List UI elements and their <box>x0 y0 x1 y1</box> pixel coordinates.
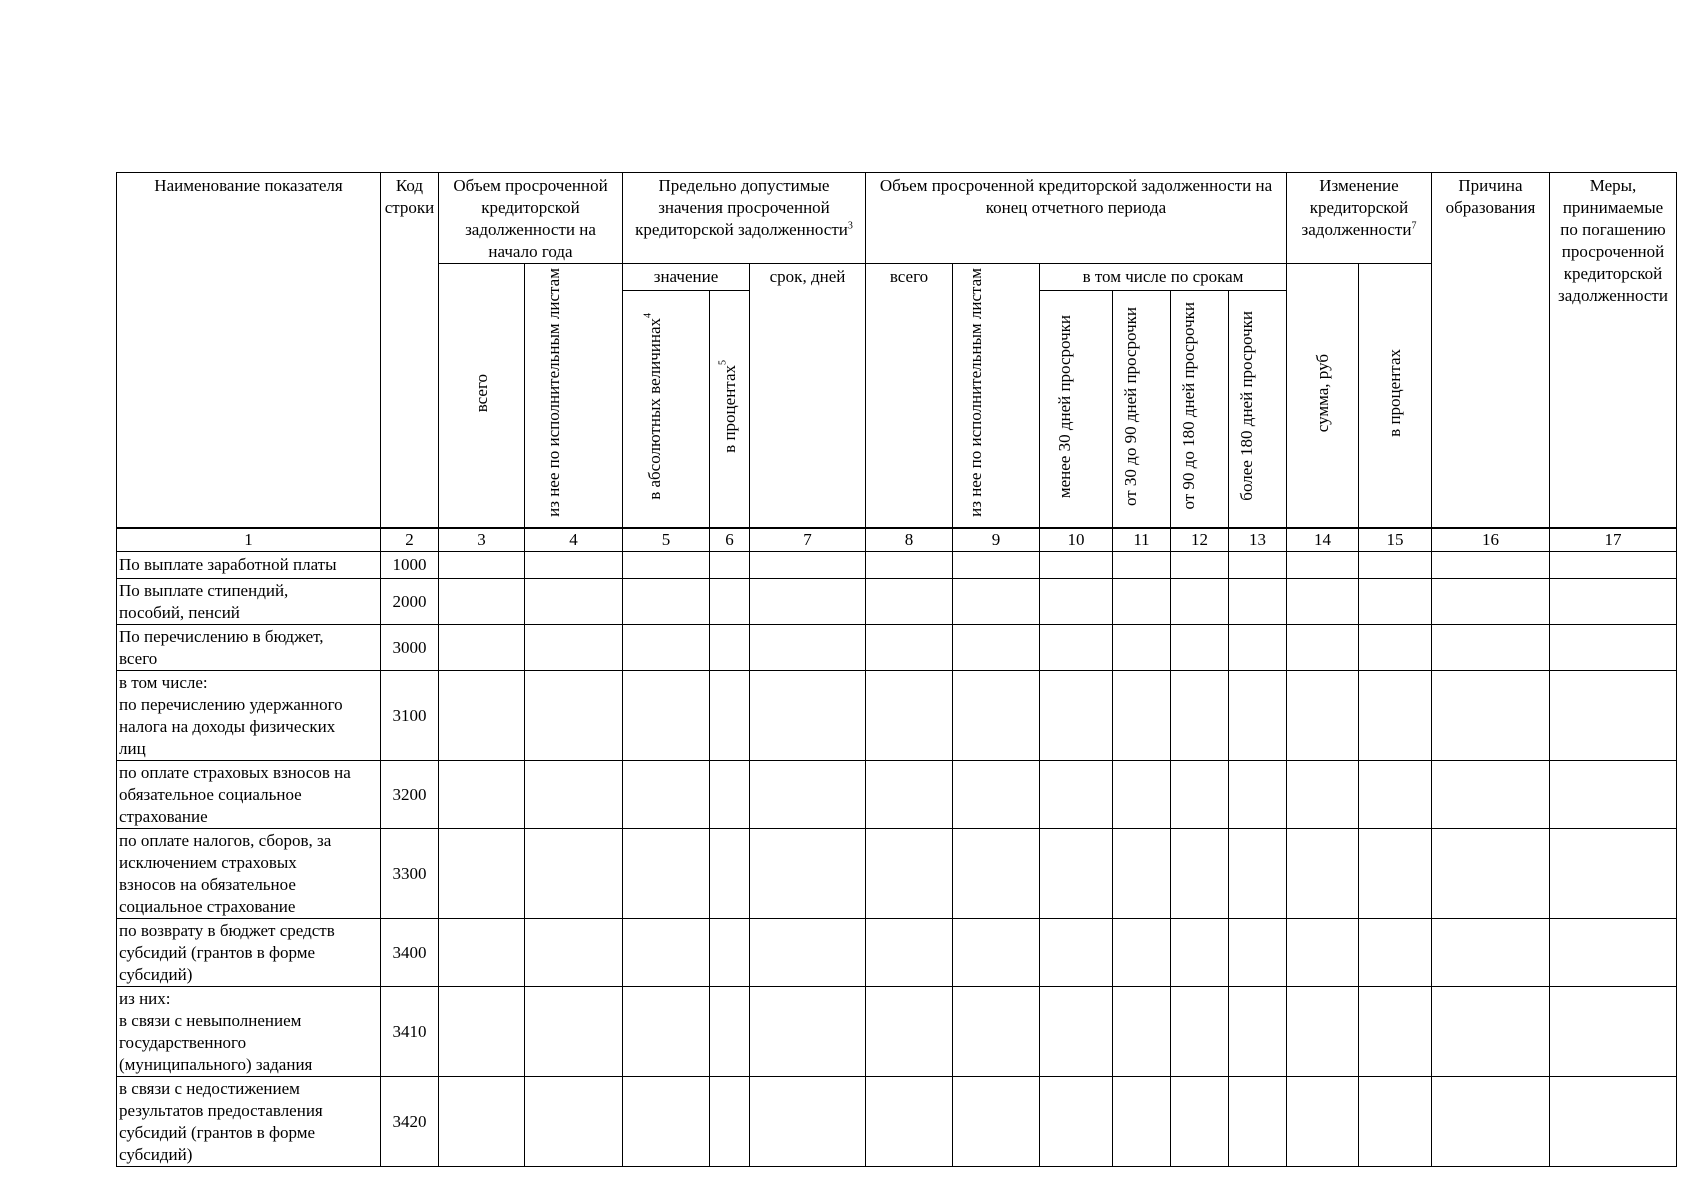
header-end-exec-text: из нее по исполнительным листам <box>966 268 985 518</box>
input-cell-col-9[interactable] <box>953 625 1040 671</box>
input-cell-col-16[interactable] <box>1432 625 1550 671</box>
header-limit-abs-label: в абсолютных величинах <box>645 317 664 500</box>
input-cell-col-9[interactable] <box>953 579 1040 625</box>
input-cell-col-17[interactable] <box>1550 987 1677 1077</box>
input-cell-col-4[interactable] <box>525 919 623 987</box>
input-cell-col-8[interactable] <box>866 625 953 671</box>
column-number: 12 <box>1171 528 1229 552</box>
input-cell-col-16[interactable] <box>1432 552 1550 579</box>
input-cell-col-11[interactable] <box>1113 829 1171 919</box>
input-cell-col-7[interactable] <box>750 761 866 829</box>
column-number: 8 <box>866 528 953 552</box>
header-term-3 <box>1171 291 1229 529</box>
overdue-payables-table <box>116 172 1677 1167</box>
input-cell-col-7[interactable] <box>750 579 866 625</box>
input-cell-col-13[interactable] <box>1229 579 1287 625</box>
header-term-3-text: от 90 до 180 дней просрочки <box>1178 302 1198 510</box>
input-cell-col-3[interactable] <box>439 552 525 579</box>
header-begin-total-text: всего <box>471 373 491 412</box>
input-cell-col-9[interactable] <box>953 1077 1040 1167</box>
table-row <box>117 829 1677 919</box>
column-number: 4 <box>525 528 623 552</box>
input-cell-col-17[interactable] <box>1550 671 1677 761</box>
table-row <box>117 919 1677 987</box>
header-term-4 <box>1229 291 1287 529</box>
row-name: по оплате налогов, сборов, за исключением страховых взносов на обязательное социальное страхование <box>117 829 381 919</box>
header-limit-pct <box>710 291 750 529</box>
input-cell-col-4[interactable] <box>525 761 623 829</box>
input-cell-col-3[interactable] <box>439 829 525 919</box>
input-cell-col-15[interactable] <box>1359 552 1432 579</box>
input-cell-col-12[interactable] <box>1171 625 1229 671</box>
input-cell-col-14[interactable] <box>1287 625 1359 671</box>
input-cell-col-17[interactable] <box>1550 625 1677 671</box>
header-row-1 <box>117 173 1677 264</box>
input-cell-col-7[interactable] <box>750 625 866 671</box>
input-cell-col-6[interactable] <box>710 625 750 671</box>
header-end-exec <box>953 264 1040 528</box>
input-cell-col-11[interactable] <box>1113 987 1171 1077</box>
row-code: 3000 <box>381 625 439 671</box>
input-cell-col-10[interactable] <box>1040 579 1113 625</box>
input-cell-col-13[interactable] <box>1229 987 1287 1077</box>
column-number: 5 <box>623 528 710 552</box>
input-cell-col-14[interactable] <box>1287 552 1359 579</box>
input-cell-col-6[interactable] <box>710 761 750 829</box>
column-number: 11 <box>1113 528 1171 552</box>
input-cell-col-4[interactable] <box>525 987 623 1077</box>
input-cell-col-11[interactable] <box>1113 919 1171 987</box>
column-number: 17 <box>1550 528 1677 552</box>
header-limit-pct-label: в процентах <box>719 364 739 453</box>
input-cell-col-5[interactable] <box>623 625 710 671</box>
input-cell-col-3[interactable] <box>439 987 525 1077</box>
input-cell-col-6[interactable] <box>710 552 750 579</box>
input-cell-col-10[interactable] <box>1040 671 1113 761</box>
input-cell-col-13[interactable] <box>1229 761 1287 829</box>
input-cell-col-8[interactable] <box>866 987 953 1077</box>
header-end-total: всего <box>866 264 953 528</box>
input-cell-col-9[interactable] <box>953 829 1040 919</box>
input-cell-col-9[interactable] <box>953 671 1040 761</box>
column-number: 16 <box>1432 528 1550 552</box>
input-cell-col-14[interactable] <box>1287 1077 1359 1167</box>
input-cell-col-3[interactable] <box>439 919 525 987</box>
input-cell-col-17[interactable] <box>1550 552 1677 579</box>
input-cell-col-16[interactable] <box>1432 671 1550 761</box>
header-limit-group-text: Предельно допустимые значения просроченной кредиторской задолженности <box>635 176 848 240</box>
row-code: 3300 <box>381 829 439 919</box>
input-cell-col-15[interactable] <box>1359 579 1432 625</box>
row-name: в том числе: по перечислению удержанного налога на доходы физических лиц <box>117 671 381 761</box>
report-form <box>116 172 1677 1167</box>
row-code: 3200 <box>381 761 439 829</box>
input-cell-col-7[interactable] <box>750 671 866 761</box>
input-cell-col-14[interactable] <box>1287 579 1359 625</box>
input-cell-col-10[interactable] <box>1040 987 1113 1077</box>
input-cell-col-9[interactable] <box>953 761 1040 829</box>
header-change-pct-text: в процентах <box>1385 348 1405 437</box>
input-cell-col-8[interactable] <box>866 761 953 829</box>
footnote-5: 5 <box>717 359 729 365</box>
input-cell-col-5[interactable] <box>623 1077 710 1167</box>
input-cell-col-17[interactable] <box>1550 579 1677 625</box>
input-cell-col-11[interactable] <box>1113 671 1171 761</box>
row-code: 2000 <box>381 579 439 625</box>
input-cell-col-11[interactable] <box>1113 552 1171 579</box>
input-cell-col-9[interactable] <box>953 919 1040 987</box>
input-cell-col-14[interactable] <box>1287 761 1359 829</box>
input-cell-col-15[interactable] <box>1359 1077 1432 1167</box>
row-name: по возврату в бюджет средств субсидий (грантов в форме субсидий) <box>117 919 381 987</box>
input-cell-col-6[interactable] <box>710 987 750 1077</box>
column-number: 15 <box>1359 528 1432 552</box>
input-cell-col-12[interactable] <box>1171 829 1229 919</box>
column-number: 3 <box>439 528 525 552</box>
input-cell-col-11[interactable] <box>1113 625 1171 671</box>
header-change-sum <box>1287 264 1359 528</box>
input-cell-col-9[interactable] <box>953 552 1040 579</box>
input-cell-col-15[interactable] <box>1359 761 1432 829</box>
input-cell-col-12[interactable] <box>1171 987 1229 1077</box>
header-limit-days: срок, дней <box>750 264 866 528</box>
input-cell-col-13[interactable] <box>1229 625 1287 671</box>
table-row <box>117 552 1677 579</box>
input-cell-col-14[interactable] <box>1287 671 1359 761</box>
input-cell-col-10[interactable] <box>1040 761 1113 829</box>
header-end-terms: в том числе по срокам <box>1040 264 1287 291</box>
input-cell-col-4[interactable] <box>525 625 623 671</box>
input-cell-col-17[interactable] <box>1550 919 1677 987</box>
input-cell-col-8[interactable] <box>866 919 953 987</box>
input-cell-col-13[interactable] <box>1229 671 1287 761</box>
input-cell-col-13[interactable] <box>1229 552 1287 579</box>
table-row <box>117 579 1677 625</box>
row-name: в связи с недостижением результатов предоставления субсидий (грантов в форме субсидий) <box>117 1077 381 1167</box>
input-cell-col-3[interactable] <box>439 1077 525 1167</box>
input-cell-col-14[interactable] <box>1287 919 1359 987</box>
input-cell-col-5[interactable] <box>623 829 710 919</box>
row-code: 1000 <box>381 552 439 579</box>
header-change-group <box>1287 173 1432 264</box>
header-limit-abs <box>623 291 710 529</box>
input-cell-col-4[interactable] <box>525 579 623 625</box>
row-name: По перечислению в бюджет, всего <box>117 625 381 671</box>
input-cell-col-10[interactable] <box>1040 919 1113 987</box>
header-code: Код строки <box>381 173 439 529</box>
input-cell-col-15[interactable] <box>1359 671 1432 761</box>
input-cell-col-17[interactable] <box>1550 1077 1677 1167</box>
table-row <box>117 987 1677 1077</box>
input-cell-col-12[interactable] <box>1171 1077 1229 1167</box>
input-cell-col-7[interactable] <box>750 1077 866 1167</box>
input-cell-col-5[interactable] <box>623 919 710 987</box>
input-cell-col-6[interactable] <box>710 579 750 625</box>
input-cell-col-4[interactable] <box>525 671 623 761</box>
header-limit-pct-text <box>719 360 740 453</box>
input-cell-col-7[interactable] <box>750 919 866 987</box>
input-cell-col-6[interactable] <box>710 919 750 987</box>
input-cell-col-16[interactable] <box>1432 829 1550 919</box>
row-code: 3400 <box>381 919 439 987</box>
input-cell-col-16[interactable] <box>1432 579 1550 625</box>
row-name: По выплате заработной платы <box>117 552 381 579</box>
header-reason: Причина образования <box>1432 173 1550 529</box>
input-cell-col-5[interactable] <box>623 671 710 761</box>
input-cell-col-5[interactable] <box>623 579 710 625</box>
table-row <box>117 625 1677 671</box>
input-cell-col-5[interactable] <box>623 987 710 1077</box>
input-cell-col-8[interactable] <box>866 579 953 625</box>
input-cell-col-5[interactable] <box>623 552 710 579</box>
input-cell-col-12[interactable] <box>1171 919 1229 987</box>
input-cell-col-16[interactable] <box>1432 919 1550 987</box>
input-cell-col-15[interactable] <box>1359 987 1432 1077</box>
input-cell-col-16[interactable] <box>1432 761 1550 829</box>
input-cell-col-13[interactable] <box>1229 919 1287 987</box>
footnote-3: 3 <box>847 220 853 232</box>
footnote-4: 4 <box>642 312 654 318</box>
header-limit-abs-text <box>644 313 688 500</box>
input-cell-col-17[interactable] <box>1550 761 1677 829</box>
header-term-1 <box>1040 291 1113 529</box>
column-number: 1 <box>117 528 381 552</box>
input-cell-col-13[interactable] <box>1229 1077 1287 1167</box>
input-cell-col-4[interactable] <box>525 552 623 579</box>
input-cell-col-15[interactable] <box>1359 919 1432 987</box>
input-cell-col-11[interactable] <box>1113 761 1171 829</box>
header-limit-value: значение <box>623 264 750 291</box>
input-cell-col-11[interactable] <box>1113 1077 1171 1167</box>
input-cell-col-7[interactable] <box>750 987 866 1077</box>
row-code: 3420 <box>381 1077 439 1167</box>
input-cell-col-9[interactable] <box>953 987 1040 1077</box>
row-name: из них: в связи с невыполнением государственного (муниципального) задания <box>117 987 381 1077</box>
input-cell-col-17[interactable] <box>1550 829 1677 919</box>
input-cell-col-3[interactable] <box>439 625 525 671</box>
table-row <box>117 671 1677 761</box>
input-cell-col-10[interactable] <box>1040 1077 1113 1167</box>
row-code: 3100 <box>381 671 439 761</box>
header-end-group: Объем просроченной кредиторской задолженности на конец отчетного периода <box>866 173 1287 264</box>
input-cell-col-12[interactable] <box>1171 761 1229 829</box>
column-number: 6 <box>710 528 750 552</box>
input-cell-col-3[interactable] <box>439 671 525 761</box>
header-measures: Меры, принимаемые по погашению просроченной кредиторской задолженности <box>1550 173 1677 529</box>
column-number: 10 <box>1040 528 1113 552</box>
input-cell-col-4[interactable] <box>525 829 623 919</box>
table-row <box>117 1077 1677 1167</box>
input-cell-col-8[interactable] <box>866 671 953 761</box>
input-cell-col-15[interactable] <box>1359 625 1432 671</box>
row-name: По выплате стипендий, пособий, пенсий <box>117 579 381 625</box>
header-limit-group <box>623 173 866 264</box>
header-begin-group: Объем просроченной кредиторской задолженности на начало года <box>439 173 623 264</box>
input-cell-col-8[interactable] <box>866 829 953 919</box>
column-number: 9 <box>953 528 1040 552</box>
column-number: 14 <box>1287 528 1359 552</box>
header-term-2 <box>1113 291 1171 529</box>
input-cell-col-12[interactable] <box>1171 579 1229 625</box>
column-number: 7 <box>750 528 866 552</box>
input-cell-col-15[interactable] <box>1359 829 1432 919</box>
column-numbers-row <box>117 528 1677 552</box>
input-cell-col-10[interactable] <box>1040 552 1113 579</box>
input-cell-col-4[interactable] <box>525 1077 623 1167</box>
row-name: по оплате страховых взносов на обязательное социальное страхование <box>117 761 381 829</box>
input-cell-col-13[interactable] <box>1229 829 1287 919</box>
input-cell-col-7[interactable] <box>750 552 866 579</box>
header-term-4-text: более 180 дней просрочки <box>1236 311 1256 502</box>
column-number: 2 <box>381 528 439 552</box>
header-begin-total <box>439 264 525 528</box>
header-change-pct <box>1359 264 1432 528</box>
header-begin-exec <box>525 264 623 528</box>
header-term-1-text: менее 30 дней просрочки <box>1055 314 1074 498</box>
input-cell-col-11[interactable] <box>1113 579 1171 625</box>
input-cell-col-6[interactable] <box>710 1077 750 1167</box>
input-cell-col-6[interactable] <box>710 671 750 761</box>
input-cell-col-12[interactable] <box>1171 671 1229 761</box>
header-change-group-text: Изменение кредиторской задолженности <box>1301 176 1412 240</box>
input-cell-col-12[interactable] <box>1171 552 1229 579</box>
input-cell-col-5[interactable] <box>623 761 710 829</box>
row-code: 3410 <box>381 987 439 1077</box>
input-cell-col-10[interactable] <box>1040 829 1113 919</box>
header-change-sum-text: сумма, руб <box>1312 353 1332 432</box>
input-cell-col-8[interactable] <box>866 552 953 579</box>
input-cell-col-3[interactable] <box>439 579 525 625</box>
input-cell-col-8[interactable] <box>866 1077 953 1167</box>
input-cell-col-14[interactable] <box>1287 829 1359 919</box>
input-cell-col-6[interactable] <box>710 829 750 919</box>
input-cell-col-16[interactable] <box>1432 1077 1550 1167</box>
column-number: 13 <box>1229 528 1287 552</box>
input-cell-col-3[interactable] <box>439 761 525 829</box>
input-cell-col-16[interactable] <box>1432 987 1550 1077</box>
header-begin-exec-text: из нее по исполнительным листам <box>543 268 563 518</box>
table-row <box>117 761 1677 829</box>
header-term-2-text: от 30 до 90 дней просрочки <box>1120 306 1140 506</box>
input-cell-col-10[interactable] <box>1040 625 1113 671</box>
header-name: Наименование показателя <box>117 173 381 529</box>
footnote-7: 7 <box>1411 220 1417 232</box>
input-cell-col-14[interactable] <box>1287 987 1359 1077</box>
input-cell-col-7[interactable] <box>750 829 866 919</box>
